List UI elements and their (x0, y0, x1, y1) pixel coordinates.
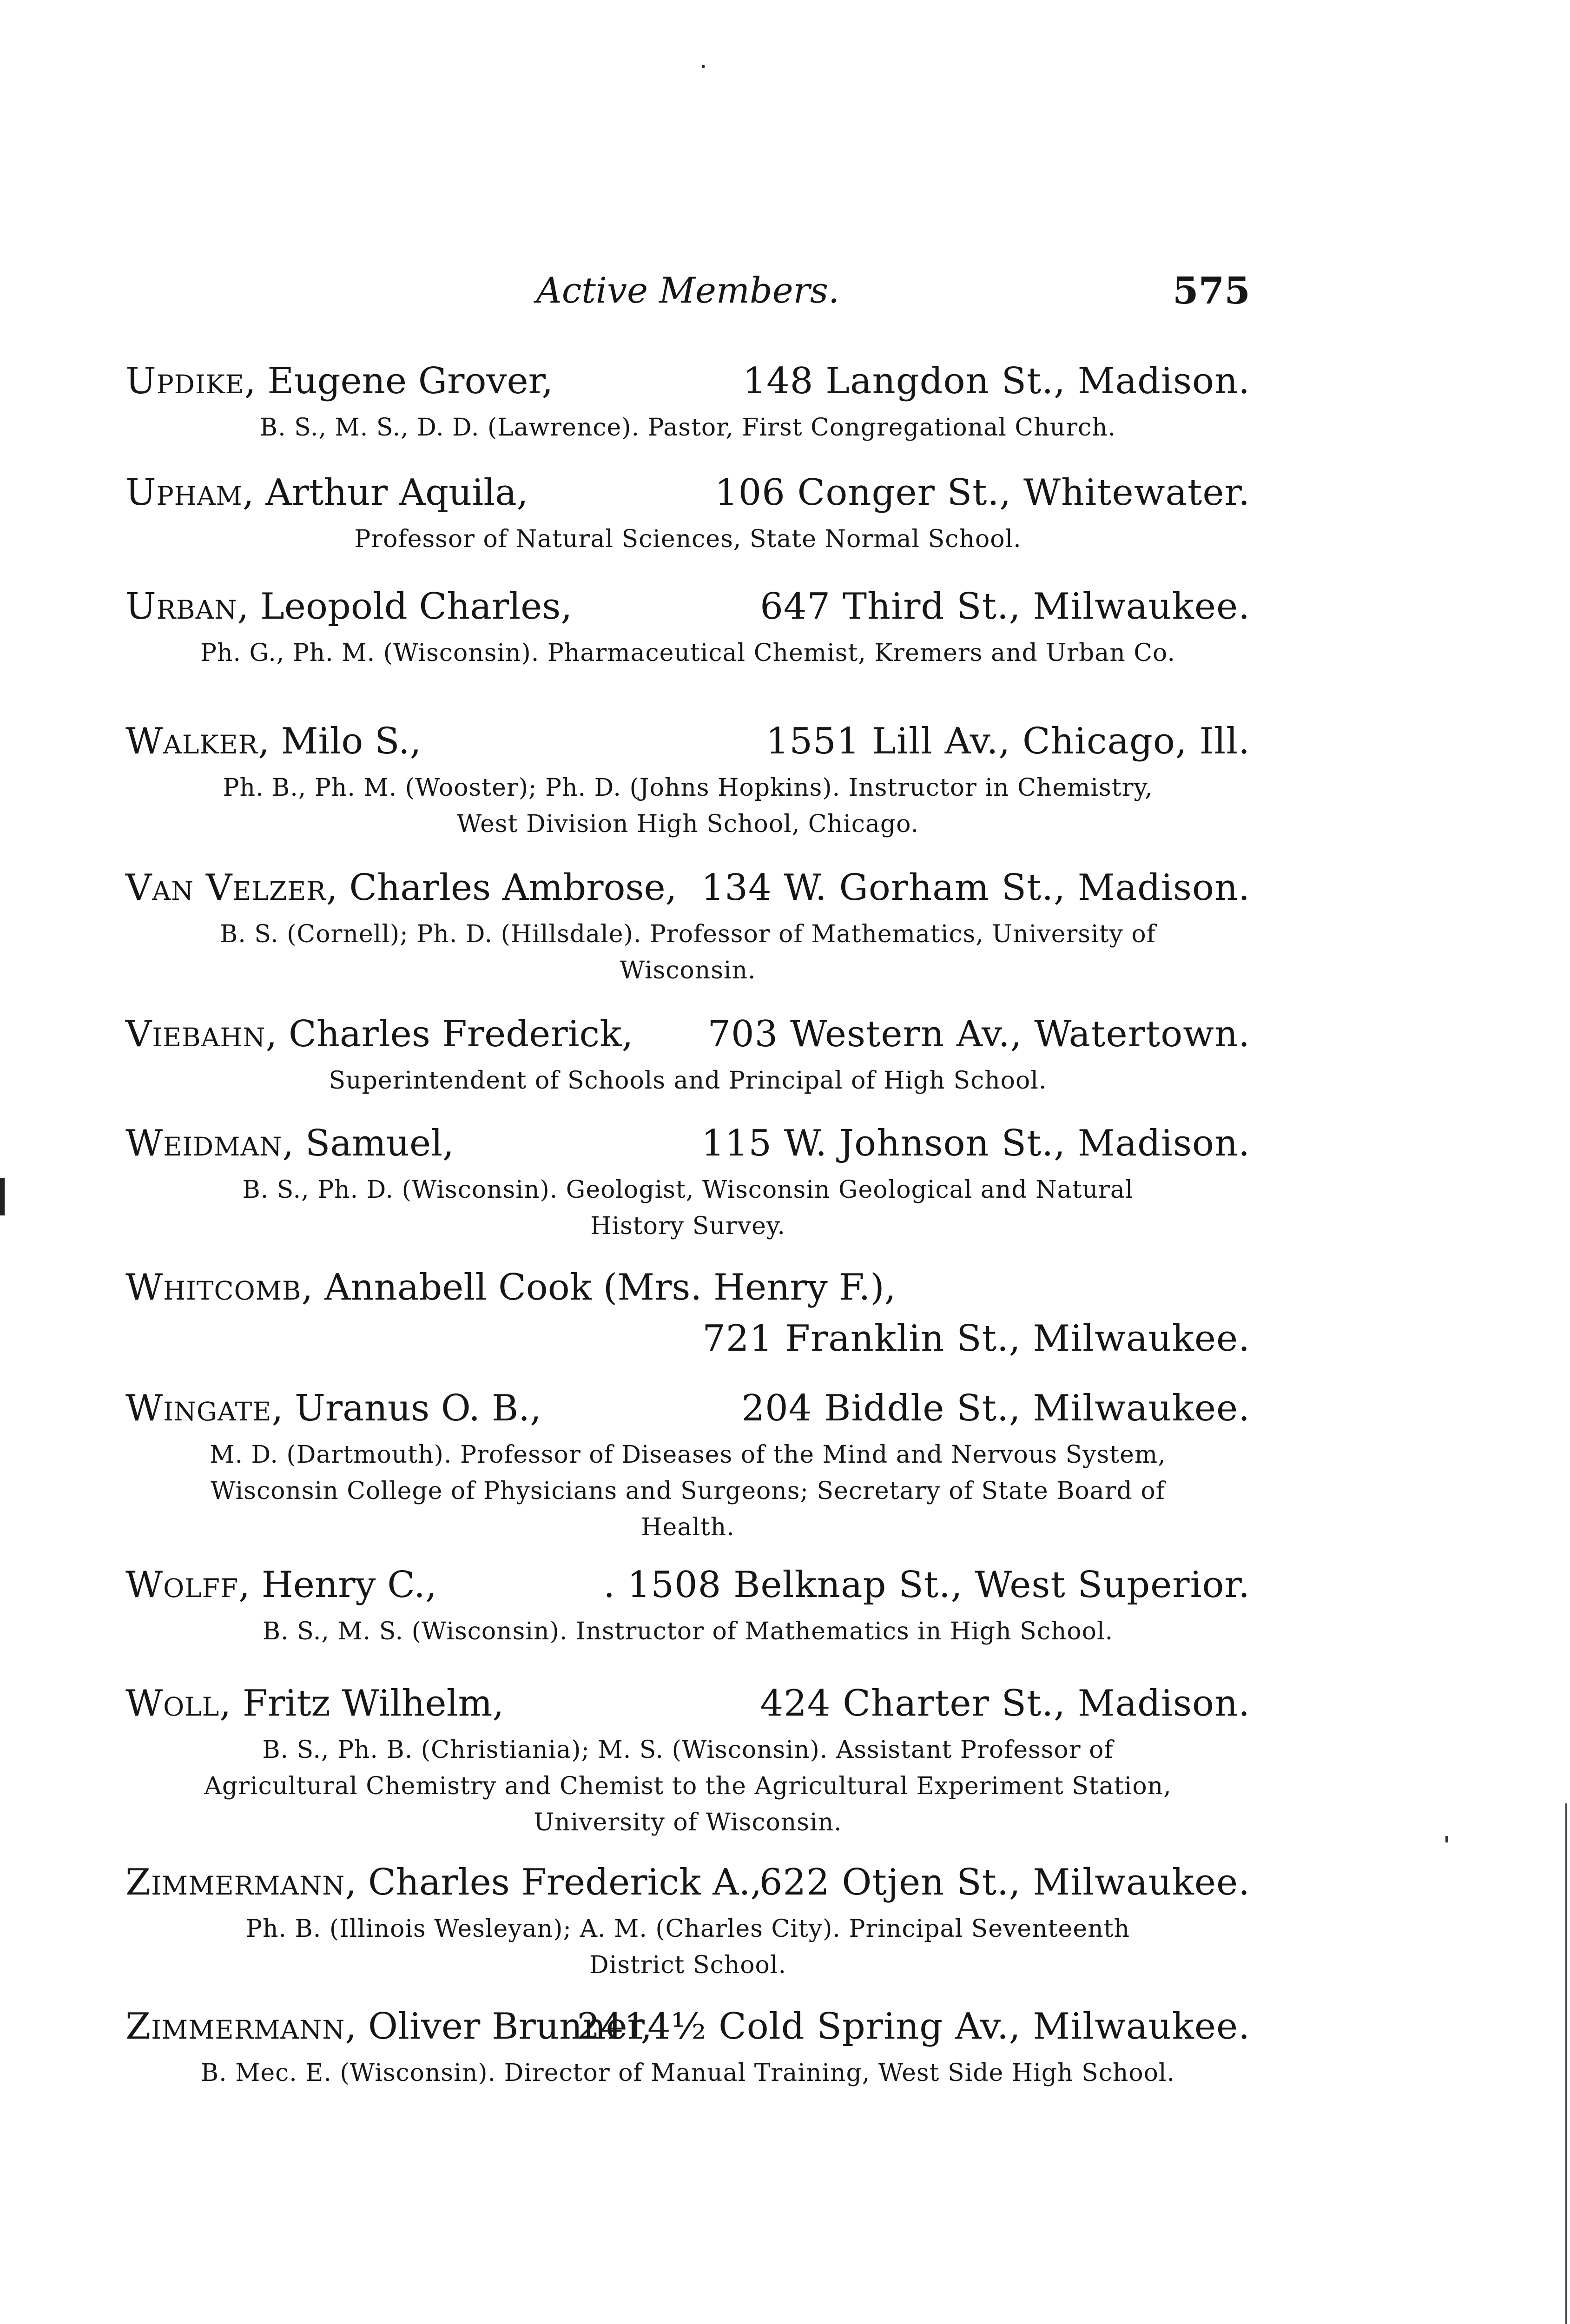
member-entry (125, 1559, 1250, 1650)
member-name (125, 862, 677, 913)
member-given-name: , Arthur Aquila, (242, 472, 528, 514)
member-surname: Walker (125, 720, 258, 762)
member-entry (125, 1857, 1250, 1983)
member-address: 2414½ Cold Spring Av., Milwaukee. (577, 2006, 1250, 2047)
member-entry (125, 1118, 1250, 1244)
member-given-name: , Eugene Grover, (244, 360, 554, 402)
member-given-name: , Charles Frederick, (265, 1013, 633, 1055)
entry-heading (125, 1262, 1250, 1313)
member-address: 148 Langdon St., Madison. (743, 360, 1250, 402)
entry-heading (125, 1559, 1250, 1611)
member-name (125, 2001, 652, 2052)
member-name (125, 356, 553, 407)
member-credentials: B. S., Ph. D. (Wisconsin). Geologist, Wisconsin Geological and Natural History Survey. (242, 1176, 1134, 1240)
member-address: 622 Otjen St., Milwaukee. (759, 1862, 1250, 1903)
member-name (125, 1118, 454, 1169)
member-surname: Zimmermann (125, 2006, 345, 2047)
entry-heading (125, 356, 1250, 407)
member-entry (125, 356, 1250, 446)
member-credentials: B. S., M. S., D. D. (Lawrence). Pastor, First Congregational Church. (259, 414, 1116, 442)
member-surname: Urban (125, 586, 237, 627)
member-surname: Woll (125, 1683, 220, 1724)
member-surname: Whitcomb (125, 1267, 302, 1308)
member-name (125, 1262, 896, 1313)
member-entry (125, 467, 1250, 557)
member-credentials: B. S. (Cornell); Ph. D. (Hillsdale). Professor of Mathematics, University of Wisconsin. (220, 920, 1156, 984)
scan-speck (702, 65, 705, 68)
member-given-name: , Charles Ambrose, (326, 867, 677, 909)
member-address: 115 W. Johnson St., Madison. (701, 1122, 1250, 1164)
member-address: 647 Third St., Milwaukee. (760, 586, 1250, 627)
member-surname: Zimmermann (125, 1862, 345, 1903)
running-title: Active Members. (536, 270, 840, 311)
member-entry (125, 862, 1250, 989)
entry-heading (125, 1118, 1250, 1169)
member-address: 721 Franklin St., Milwaukee. (702, 1318, 1250, 1360)
member-given-name: , Milo S., (258, 720, 422, 762)
member-given-name: , Henry C., (238, 1564, 437, 1606)
entry-heading (125, 716, 1250, 767)
member-surname: Weidman (125, 1122, 283, 1164)
entry-heading (125, 1009, 1250, 1060)
member-name (125, 1559, 437, 1611)
member-surname: Upham (125, 472, 243, 514)
member-credentials: B. S., M. S. (Wisconsin). Instructor of Mathematics in High School. (262, 1618, 1114, 1645)
member-entry (125, 1383, 1250, 1545)
member-address: 134 W. Gorham St., Madison. (701, 867, 1250, 909)
running-header (125, 263, 1250, 318)
member-surname: Viebahn (125, 1013, 266, 1055)
member-address: 106 Conger St., Whitewater. (714, 472, 1250, 514)
member-name (125, 716, 421, 767)
member-credentials: B. Mec. E. (Wisconsin). Director of Manual Training, West Side High School. (200, 2059, 1175, 2087)
member-entry (125, 1009, 1250, 1099)
member-address: 424 Charter St., Madison. (760, 1683, 1250, 1724)
entry-heading-continued (125, 1313, 1250, 1364)
member-surname: Van Velzer (125, 867, 326, 909)
member-given-name: , Leopold Charles, (237, 586, 573, 627)
member-name (125, 581, 572, 632)
member-credentials: Ph. B., Ph. M. (Wooster); Ph. D. (Johns Hopkins). Instructor in Chemistry, West Division High School, Chicago. (223, 774, 1153, 838)
member-credentials: M. D. (Dartmouth). Professor of Diseases of the Mind and Nervous System, Wisconsin College of Physicians and Surgeons; Secretary of State Board of Health. (210, 1441, 1166, 1541)
member-credentials: Superintendent of Schools and Principal of High School. (329, 1067, 1047, 1095)
member-surname: Wolff (125, 1564, 239, 1606)
member-given-name: , Charles Frederick A., (345, 1862, 762, 1903)
member-entry (125, 581, 1250, 671)
member-entry (125, 1678, 1250, 1841)
member-credentials: Ph. B. (Illinois Wesleyan); A. M. (Charles City). Principal Seventeenth District School. (246, 1915, 1130, 1979)
member-name (125, 1009, 633, 1060)
entry-heading (125, 1857, 1250, 1908)
member-name (125, 1857, 762, 1908)
member-given-name: , Fritz Wilhelm, (219, 1683, 504, 1724)
member-address: . 1508 Belknap St., West Superior. (603, 1564, 1250, 1606)
member-entry (125, 716, 1250, 842)
member-credentials: Ph. G., Ph. M. (Wisconsin). Pharmaceutical Chemist, Kremers and Urban Co. (200, 639, 1175, 667)
member-name (125, 1678, 504, 1729)
member-address: 204 Biddle St., Milwaukee. (741, 1387, 1250, 1429)
member-entry (125, 1262, 1250, 1364)
entry-heading (125, 2001, 1250, 2052)
member-given-name: , Uranus O. B., (271, 1387, 541, 1429)
entry-heading (125, 581, 1250, 632)
page-edge-line (1565, 1803, 1567, 2324)
member-given-name: , Annabell Cook (Mrs. Henry F.), (301, 1267, 896, 1308)
member-address: 1551 Lill Av., Chicago, Ill. (765, 720, 1250, 762)
entry-heading (125, 862, 1250, 913)
member-surname: Wingate (125, 1387, 272, 1429)
member-credentials: B. S., Ph. B. (Christiania); M. S. (Wisconsin). Assistant Professor of Agricultural Chemistry and Chemist to the Agricultural Experiment Station, University of Wisconsin. (204, 1736, 1172, 1836)
member-name (125, 1383, 541, 1434)
member-surname: Updike (125, 360, 244, 402)
scan-speck (1445, 1836, 1448, 1842)
entry-heading (125, 1678, 1250, 1729)
page-number: 575 (1173, 269, 1250, 312)
member-name (125, 467, 528, 518)
entry-heading (125, 467, 1250, 518)
member-given-name: , Oliver Brunner, (345, 2006, 653, 2047)
member-credentials: Professor of Natural Sciences, State Normal School. (354, 525, 1022, 553)
member-entry (125, 2001, 1250, 2091)
member-address: 703 Western Av., Watertown. (707, 1013, 1250, 1055)
entry-heading (125, 1383, 1250, 1434)
member-given-name: , Samuel, (282, 1122, 454, 1164)
binding-edge-mark (0, 1178, 5, 1215)
